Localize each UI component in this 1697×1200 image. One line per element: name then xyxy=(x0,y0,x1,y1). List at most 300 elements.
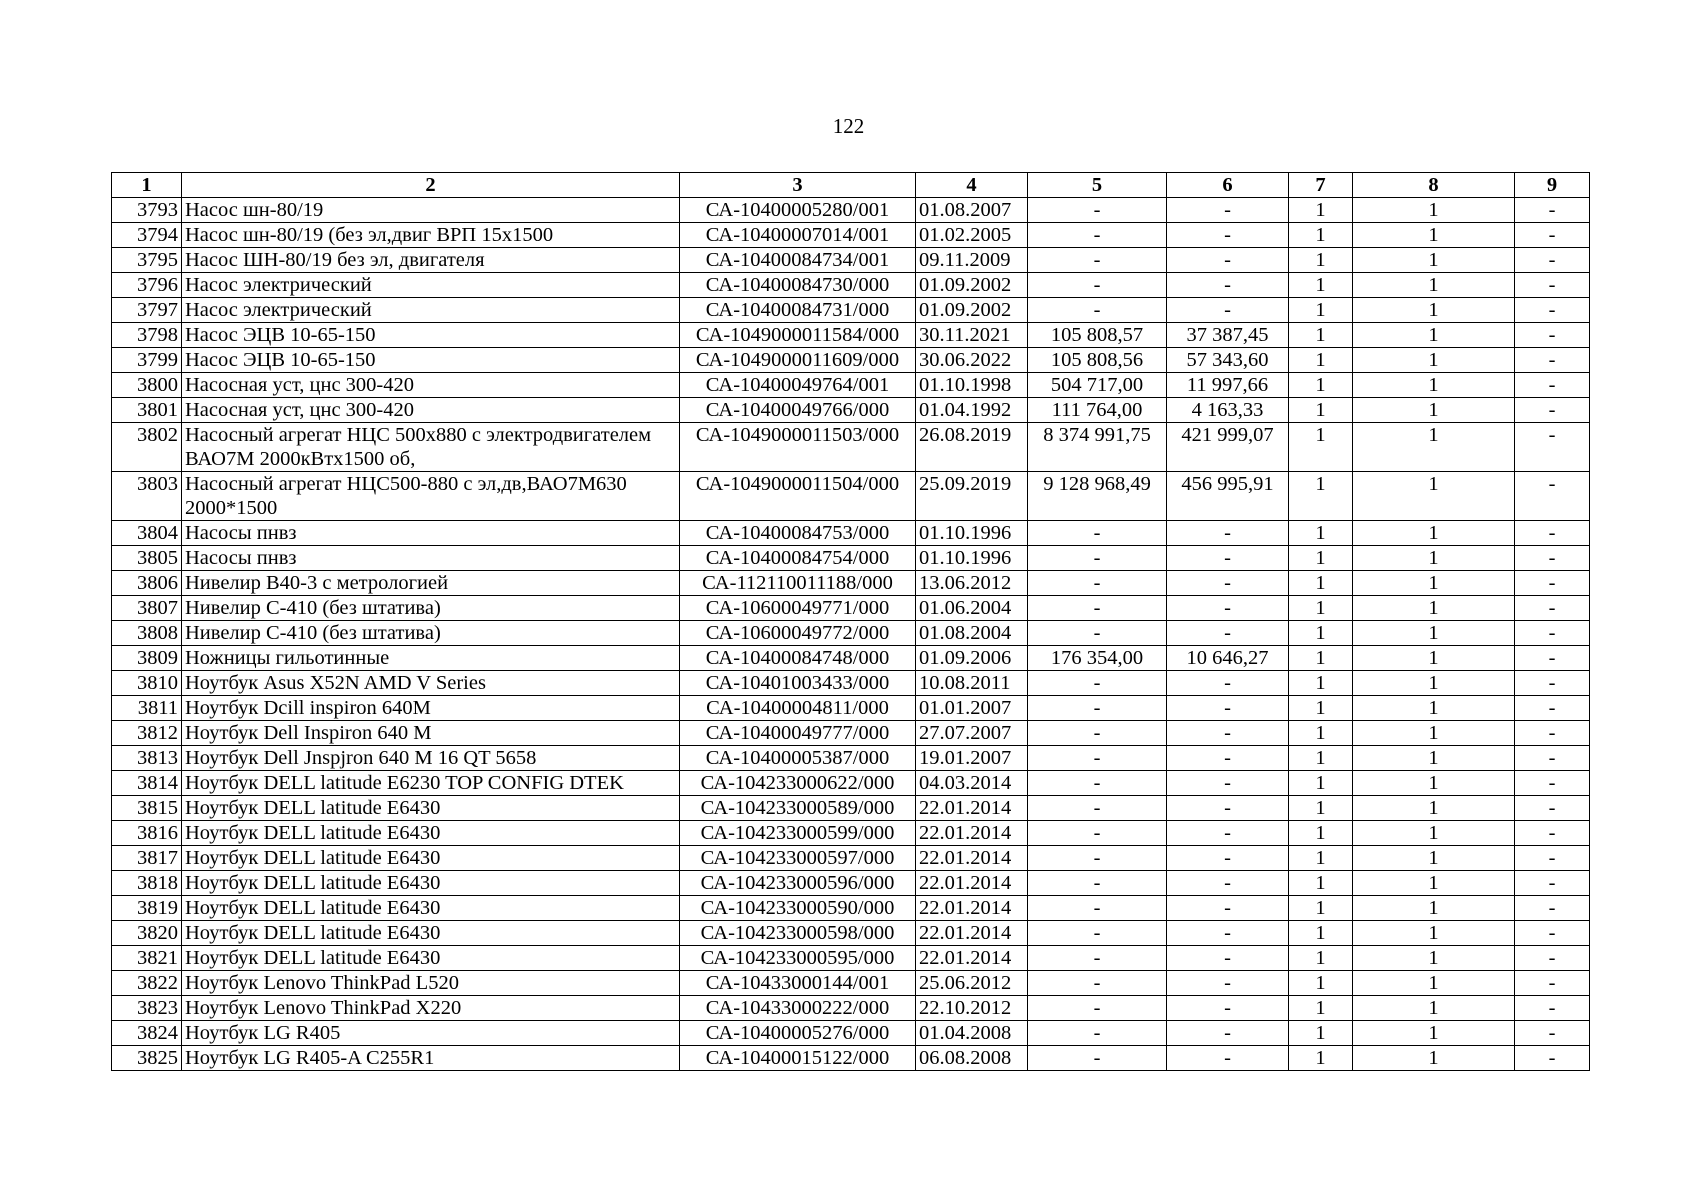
inventory-code-cell: СА-10400007014/001 xyxy=(680,223,916,248)
item-name-cell: Насос электрический xyxy=(182,298,680,323)
date-cell: 01.01.2007 xyxy=(916,696,1028,721)
note-cell: - xyxy=(1515,323,1590,348)
item-name-cell: Нивелир С-410 (без штатива) xyxy=(182,596,680,621)
table-row xyxy=(112,398,1590,423)
table-row xyxy=(112,423,1590,472)
initial-cost-cell: - xyxy=(1028,621,1167,646)
quantity-cell: 1 xyxy=(1289,348,1353,373)
initial-cost-cell: 9 128 968,49 xyxy=(1028,472,1167,521)
inventory-code-cell: СА-1049000011609/000 xyxy=(680,348,916,373)
quantity-actual-cell: 1 xyxy=(1353,571,1515,596)
note-cell: - xyxy=(1515,423,1590,472)
quantity-cell: 1 xyxy=(1289,273,1353,298)
quantity-cell: 1 xyxy=(1289,621,1353,646)
quantity-cell: 1 xyxy=(1289,921,1353,946)
item-name-cell: Ноутбук DELL latitude E6430 xyxy=(182,846,680,871)
date-cell: 25.09.2019 xyxy=(916,472,1028,521)
residual-cost-cell: - xyxy=(1167,248,1289,273)
note-cell: - xyxy=(1515,846,1590,871)
quantity-actual-cell: 1 xyxy=(1353,821,1515,846)
column-header: 4 xyxy=(916,173,1028,198)
inventory-code-cell: СА-10400005280/001 xyxy=(680,198,916,223)
quantity-actual-cell: 1 xyxy=(1353,348,1515,373)
quantity-cell: 1 xyxy=(1289,671,1353,696)
residual-cost-cell: - xyxy=(1167,671,1289,696)
inventory-code-cell: СА-10401003433/000 xyxy=(680,671,916,696)
row-number-cell: 3796 xyxy=(112,273,182,298)
table-row xyxy=(112,896,1590,921)
note-cell: - xyxy=(1515,696,1590,721)
note-cell: - xyxy=(1515,1021,1590,1046)
inventory-code-cell: СА-104233000597/000 xyxy=(680,846,916,871)
item-name-cell: Насос шн-80/19 xyxy=(182,198,680,223)
inventory-code-cell: СА-10400049764/001 xyxy=(680,373,916,398)
initial-cost-cell: - xyxy=(1028,273,1167,298)
quantity-actual-cell: 1 xyxy=(1353,248,1515,273)
quantity-actual-cell: 1 xyxy=(1353,671,1515,696)
date-cell: 01.10.1998 xyxy=(916,373,1028,398)
page-number: 122 xyxy=(832,114,865,138)
initial-cost-cell: - xyxy=(1028,921,1167,946)
quantity-actual-cell: 1 xyxy=(1353,546,1515,571)
residual-cost-cell: 421 999,07 xyxy=(1167,423,1289,472)
column-header: 6 xyxy=(1167,173,1289,198)
quantity-actual-cell: 1 xyxy=(1353,771,1515,796)
item-name-cell: Насос шн-80/19 (без эл,двиг ВРП 15х1500 xyxy=(182,223,680,248)
date-cell: 22.01.2014 xyxy=(916,846,1028,871)
row-number-cell: 3800 xyxy=(112,373,182,398)
quantity-actual-cell: 1 xyxy=(1353,846,1515,871)
date-cell: 22.10.2012 xyxy=(916,996,1028,1021)
quantity-actual-cell: 1 xyxy=(1353,921,1515,946)
item-name-cell: Насосная уст, цнс 300-420 xyxy=(182,398,680,423)
table-row xyxy=(112,223,1590,248)
table-row xyxy=(112,946,1590,971)
initial-cost-cell: - xyxy=(1028,696,1167,721)
residual-cost-cell: 57 343,60 xyxy=(1167,348,1289,373)
quantity-cell: 1 xyxy=(1289,946,1353,971)
item-name-cell: Ноутбук Dcill inspiron 640M xyxy=(182,696,680,721)
date-cell: 01.09.2002 xyxy=(916,273,1028,298)
item-name-cell: Ноутбук DELL latitude E6430 xyxy=(182,796,680,821)
date-cell: 22.01.2014 xyxy=(916,821,1028,846)
quantity-actual-cell: 1 xyxy=(1353,298,1515,323)
item-name-cell: Ноутбук Dell Jnspjron 640 M 16 QT 5658 xyxy=(182,746,680,771)
quantity-cell: 1 xyxy=(1289,771,1353,796)
quantity-actual-cell: 1 xyxy=(1353,646,1515,671)
quantity-cell: 1 xyxy=(1289,198,1353,223)
date-cell: 22.01.2014 xyxy=(916,921,1028,946)
table-row xyxy=(112,273,1590,298)
date-cell: 01.09.2006 xyxy=(916,646,1028,671)
quantity-actual-cell: 1 xyxy=(1353,621,1515,646)
residual-cost-cell: - xyxy=(1167,621,1289,646)
initial-cost-cell: - xyxy=(1028,223,1167,248)
quantity-actual-cell: 1 xyxy=(1353,423,1515,472)
item-name-cell: Ножницы гильотинные xyxy=(182,646,680,671)
residual-cost-cell: 10 646,27 xyxy=(1167,646,1289,671)
quantity-actual-cell: 1 xyxy=(1353,1046,1515,1071)
date-cell: 30.06.2022 xyxy=(916,348,1028,373)
quantity-actual-cell: 1 xyxy=(1353,746,1515,771)
note-cell: - xyxy=(1515,896,1590,921)
initial-cost-cell: - xyxy=(1028,521,1167,546)
table-row xyxy=(112,871,1590,896)
initial-cost-cell: 105 808,57 xyxy=(1028,323,1167,348)
column-header: 7 xyxy=(1289,173,1353,198)
row-number-cell: 3810 xyxy=(112,671,182,696)
residual-cost-cell: - xyxy=(1167,996,1289,1021)
table-row xyxy=(112,746,1590,771)
residual-cost-cell: - xyxy=(1167,596,1289,621)
quantity-actual-cell: 1 xyxy=(1353,223,1515,248)
column-header: 3 xyxy=(680,173,916,198)
residual-cost-cell: - xyxy=(1167,696,1289,721)
row-number-cell: 3802 xyxy=(112,423,182,472)
row-number-cell: 3808 xyxy=(112,621,182,646)
table-row xyxy=(112,796,1590,821)
inventory-code-cell: СА-10400049777/000 xyxy=(680,721,916,746)
row-number-cell: 3798 xyxy=(112,323,182,348)
inventory-code-cell: СА-10400015122/000 xyxy=(680,1046,916,1071)
initial-cost-cell: - xyxy=(1028,721,1167,746)
row-number-cell: 3814 xyxy=(112,771,182,796)
row-number-cell: 3809 xyxy=(112,646,182,671)
quantity-cell: 1 xyxy=(1289,571,1353,596)
initial-cost-cell: - xyxy=(1028,1021,1167,1046)
table-row xyxy=(112,571,1590,596)
inventory-code-cell: СА-104233000598/000 xyxy=(680,921,916,946)
date-cell: 01.09.2002 xyxy=(916,298,1028,323)
note-cell: - xyxy=(1515,198,1590,223)
row-number-cell: 3795 xyxy=(112,248,182,273)
row-number-cell: 3803 xyxy=(112,472,182,521)
inventory-code-cell: СА-104233000589/000 xyxy=(680,796,916,821)
residual-cost-cell: - xyxy=(1167,771,1289,796)
inventory-code-cell: СА-104233000622/000 xyxy=(680,771,916,796)
initial-cost-cell: - xyxy=(1028,996,1167,1021)
residual-cost-cell: - xyxy=(1167,521,1289,546)
residual-cost-cell: - xyxy=(1167,223,1289,248)
initial-cost-cell: - xyxy=(1028,796,1167,821)
initial-cost-cell: - xyxy=(1028,546,1167,571)
initial-cost-cell: - xyxy=(1028,821,1167,846)
residual-cost-cell: - xyxy=(1167,971,1289,996)
item-name-cell: Ноутбук LG R405-A C255R1 xyxy=(182,1046,680,1071)
note-cell: - xyxy=(1515,398,1590,423)
row-number-cell: 3799 xyxy=(112,348,182,373)
quantity-actual-cell: 1 xyxy=(1353,398,1515,423)
quantity-cell: 1 xyxy=(1289,472,1353,521)
item-name-cell: Насосный агрегат НЦС500-880 с эл,дв,ВАО7М630 2000*1500 xyxy=(182,472,680,521)
inventory-code-cell: СА-1049000011503/000 xyxy=(680,423,916,472)
table-row xyxy=(112,472,1590,521)
row-number-cell: 3825 xyxy=(112,1046,182,1071)
quantity-cell: 1 xyxy=(1289,896,1353,921)
initial-cost-cell: - xyxy=(1028,596,1167,621)
note-cell: - xyxy=(1515,721,1590,746)
item-name-cell: Насосная уст, цнс 300-420 xyxy=(182,373,680,398)
item-name-cell: Ноутбук DELL latitude E6430 xyxy=(182,871,680,896)
row-number-cell: 3812 xyxy=(112,721,182,746)
row-number-cell: 3813 xyxy=(112,746,182,771)
column-header: 9 xyxy=(1515,173,1590,198)
quantity-actual-cell: 1 xyxy=(1353,946,1515,971)
date-cell: 01.04.1992 xyxy=(916,398,1028,423)
item-name-cell: Насос ЭЦВ 10-65-150 xyxy=(182,348,680,373)
date-cell: 22.01.2014 xyxy=(916,796,1028,821)
date-cell: 25.06.2012 xyxy=(916,971,1028,996)
quantity-cell: 1 xyxy=(1289,646,1353,671)
item-name-cell: Ноутбук DELL latitude E6430 xyxy=(182,921,680,946)
note-cell: - xyxy=(1515,373,1590,398)
residual-cost-cell: - xyxy=(1167,746,1289,771)
residual-cost-cell: - xyxy=(1167,946,1289,971)
note-cell: - xyxy=(1515,996,1590,1021)
residual-cost-cell: 11 997,66 xyxy=(1167,373,1289,398)
date-cell: 13.06.2012 xyxy=(916,571,1028,596)
inventory-table xyxy=(111,172,1590,1071)
table-row xyxy=(112,521,1590,546)
row-number-cell: 3806 xyxy=(112,571,182,596)
note-cell: - xyxy=(1515,821,1590,846)
date-cell: 27.07.2007 xyxy=(916,721,1028,746)
row-number-cell: 3805 xyxy=(112,546,182,571)
inventory-code-cell: СА-10600049771/000 xyxy=(680,596,916,621)
row-number-cell: 3801 xyxy=(112,398,182,423)
residual-cost-cell: - xyxy=(1167,846,1289,871)
item-name-cell: Ноутбук DELL latitude E6430 xyxy=(182,896,680,921)
initial-cost-cell: - xyxy=(1028,248,1167,273)
inventory-code-cell: СА-104233000599/000 xyxy=(680,821,916,846)
table-row xyxy=(112,996,1590,1021)
table-row xyxy=(112,696,1590,721)
table-row xyxy=(112,921,1590,946)
table-row xyxy=(112,1021,1590,1046)
inventory-code-cell: СА-10400084748/000 xyxy=(680,646,916,671)
note-cell: - xyxy=(1515,472,1590,521)
note-cell: - xyxy=(1515,521,1590,546)
quantity-cell: 1 xyxy=(1289,871,1353,896)
date-cell: 22.01.2014 xyxy=(916,896,1028,921)
row-number-cell: 3807 xyxy=(112,596,182,621)
initial-cost-cell: - xyxy=(1028,671,1167,696)
residual-cost-cell: - xyxy=(1167,546,1289,571)
quantity-cell: 1 xyxy=(1289,521,1353,546)
note-cell: - xyxy=(1515,671,1590,696)
quantity-cell: 1 xyxy=(1289,971,1353,996)
note-cell: - xyxy=(1515,946,1590,971)
quantity-cell: 1 xyxy=(1289,248,1353,273)
table-row xyxy=(112,198,1590,223)
quantity-cell: 1 xyxy=(1289,298,1353,323)
residual-cost-cell: - xyxy=(1167,198,1289,223)
initial-cost-cell: - xyxy=(1028,298,1167,323)
inventory-code-cell: СА-10400049766/000 xyxy=(680,398,916,423)
initial-cost-cell: - xyxy=(1028,1046,1167,1071)
residual-cost-cell: 456 995,91 xyxy=(1167,472,1289,521)
initial-cost-cell: 8 374 991,75 xyxy=(1028,423,1167,472)
table-row xyxy=(112,596,1590,621)
column-header: 5 xyxy=(1028,173,1167,198)
table-row xyxy=(112,771,1590,796)
table-row xyxy=(112,1046,1590,1071)
date-cell: 01.02.2005 xyxy=(916,223,1028,248)
row-number-cell: 3818 xyxy=(112,871,182,896)
note-cell: - xyxy=(1515,298,1590,323)
inventory-code-cell: СА-10400084734/001 xyxy=(680,248,916,273)
quantity-cell: 1 xyxy=(1289,423,1353,472)
note-cell: - xyxy=(1515,248,1590,273)
quantity-actual-cell: 1 xyxy=(1353,198,1515,223)
inventory-code-cell: СА-10433000222/000 xyxy=(680,996,916,1021)
residual-cost-cell: - xyxy=(1167,273,1289,298)
date-cell: 19.01.2007 xyxy=(916,746,1028,771)
table-row xyxy=(112,323,1590,348)
date-cell: 22.01.2014 xyxy=(916,946,1028,971)
inventory-code-cell: СА-104233000590/000 xyxy=(680,896,916,921)
note-cell: - xyxy=(1515,771,1590,796)
inventory-code-cell: СА-10600049772/000 xyxy=(680,621,916,646)
item-name-cell: Насосы пнвз xyxy=(182,546,680,571)
item-name-cell: Ноутбук LG R405 xyxy=(182,1021,680,1046)
note-cell: - xyxy=(1515,971,1590,996)
residual-cost-cell: - xyxy=(1167,821,1289,846)
quantity-cell: 1 xyxy=(1289,846,1353,871)
row-number-cell: 3823 xyxy=(112,996,182,1021)
item-name-cell: Ноутбук Lenovo ThinkPad L520 xyxy=(182,971,680,996)
quantity-cell: 1 xyxy=(1289,746,1353,771)
initial-cost-cell: 176 354,00 xyxy=(1028,646,1167,671)
initial-cost-cell: - xyxy=(1028,746,1167,771)
item-name-cell: Насос ЭЦВ 10-65-150 xyxy=(182,323,680,348)
note-cell: - xyxy=(1515,273,1590,298)
inventory-code-cell: СА-1049000011504/000 xyxy=(680,472,916,521)
quantity-actual-cell: 1 xyxy=(1353,871,1515,896)
note-cell: - xyxy=(1515,621,1590,646)
residual-cost-cell: - xyxy=(1167,721,1289,746)
quantity-actual-cell: 1 xyxy=(1353,521,1515,546)
row-number-cell: 3797 xyxy=(112,298,182,323)
table-row xyxy=(112,248,1590,273)
row-number-cell: 3794 xyxy=(112,223,182,248)
item-name-cell: Нивелир С-410 (без штатива) xyxy=(182,621,680,646)
table-row xyxy=(112,348,1590,373)
quantity-cell: 1 xyxy=(1289,223,1353,248)
inventory-code-cell: СА-104233000596/000 xyxy=(680,871,916,896)
date-cell: 01.06.2004 xyxy=(916,596,1028,621)
note-cell: - xyxy=(1515,646,1590,671)
quantity-cell: 1 xyxy=(1289,323,1353,348)
residual-cost-cell: 4 163,33 xyxy=(1167,398,1289,423)
note-cell: - xyxy=(1515,746,1590,771)
note-cell: - xyxy=(1515,596,1590,621)
quantity-cell: 1 xyxy=(1289,996,1353,1021)
date-cell: 22.01.2014 xyxy=(916,871,1028,896)
table-body xyxy=(112,198,1590,1071)
date-cell: 01.10.1996 xyxy=(916,521,1028,546)
quantity-actual-cell: 1 xyxy=(1353,696,1515,721)
initial-cost-cell: - xyxy=(1028,946,1167,971)
residual-cost-cell: - xyxy=(1167,571,1289,596)
column-header: 8 xyxy=(1353,173,1515,198)
item-name-cell: Ноутбук DELL latitude E6230 TOP CONFIG DTEK xyxy=(182,771,680,796)
quantity-actual-cell: 1 xyxy=(1353,796,1515,821)
inventory-code-cell: СА-10400084731/000 xyxy=(680,298,916,323)
table-row xyxy=(112,546,1590,571)
quantity-cell: 1 xyxy=(1289,696,1353,721)
inventory-code-cell: СА-10400005387/000 xyxy=(680,746,916,771)
note-cell: - xyxy=(1515,223,1590,248)
date-cell: 30.11.2021 xyxy=(916,323,1028,348)
table-header-row xyxy=(112,173,1590,198)
quantity-actual-cell: 1 xyxy=(1353,472,1515,521)
table-row xyxy=(112,373,1590,398)
quantity-cell: 1 xyxy=(1289,398,1353,423)
quantity-actual-cell: 1 xyxy=(1353,323,1515,348)
initial-cost-cell: - xyxy=(1028,896,1167,921)
quantity-cell: 1 xyxy=(1289,596,1353,621)
quantity-actual-cell: 1 xyxy=(1353,1021,1515,1046)
row-number-cell: 3824 xyxy=(112,1021,182,1046)
quantity-actual-cell: 1 xyxy=(1353,273,1515,298)
row-number-cell: 3820 xyxy=(112,921,182,946)
column-header: 1 xyxy=(112,173,182,198)
item-name-cell: Ноутбук Dell Inspiron 640 M xyxy=(182,721,680,746)
initial-cost-cell: 504 717,00 xyxy=(1028,373,1167,398)
inventory-code-cell: СА-10433000144/001 xyxy=(680,971,916,996)
item-name-cell: Насос электрический xyxy=(182,273,680,298)
note-cell: - xyxy=(1515,871,1590,896)
initial-cost-cell: - xyxy=(1028,198,1167,223)
item-name-cell: Насосы пнвз xyxy=(182,521,680,546)
date-cell: 06.08.2008 xyxy=(916,1046,1028,1071)
initial-cost-cell: 105 808,56 xyxy=(1028,348,1167,373)
residual-cost-cell: - xyxy=(1167,896,1289,921)
date-cell: 01.04.2008 xyxy=(916,1021,1028,1046)
note-cell: - xyxy=(1515,796,1590,821)
date-cell: 01.10.1996 xyxy=(916,546,1028,571)
initial-cost-cell: - xyxy=(1028,771,1167,796)
item-name-cell: Нивелир В40-3 с метрологией xyxy=(182,571,680,596)
quantity-cell: 1 xyxy=(1289,1046,1353,1071)
row-number-cell: 3821 xyxy=(112,946,182,971)
row-number-cell: 3817 xyxy=(112,846,182,871)
table-row xyxy=(112,671,1590,696)
table-row xyxy=(112,821,1590,846)
inventory-code-cell: СА-104233000595/000 xyxy=(680,946,916,971)
quantity-cell: 1 xyxy=(1289,721,1353,746)
column-header: 2 xyxy=(182,173,680,198)
note-cell: - xyxy=(1515,546,1590,571)
residual-cost-cell: - xyxy=(1167,298,1289,323)
residual-cost-cell: 37 387,45 xyxy=(1167,323,1289,348)
residual-cost-cell: - xyxy=(1167,1046,1289,1071)
quantity-cell: 1 xyxy=(1289,796,1353,821)
row-number-cell: 3819 xyxy=(112,896,182,921)
note-cell: - xyxy=(1515,348,1590,373)
initial-cost-cell: - xyxy=(1028,846,1167,871)
quantity-cell: 1 xyxy=(1289,821,1353,846)
residual-cost-cell: - xyxy=(1167,796,1289,821)
initial-cost-cell: 111 764,00 xyxy=(1028,398,1167,423)
table-row xyxy=(112,721,1590,746)
residual-cost-cell: - xyxy=(1167,921,1289,946)
note-cell: - xyxy=(1515,571,1590,596)
date-cell: 09.11.2009 xyxy=(916,248,1028,273)
table-row xyxy=(112,298,1590,323)
quantity-cell: 1 xyxy=(1289,546,1353,571)
